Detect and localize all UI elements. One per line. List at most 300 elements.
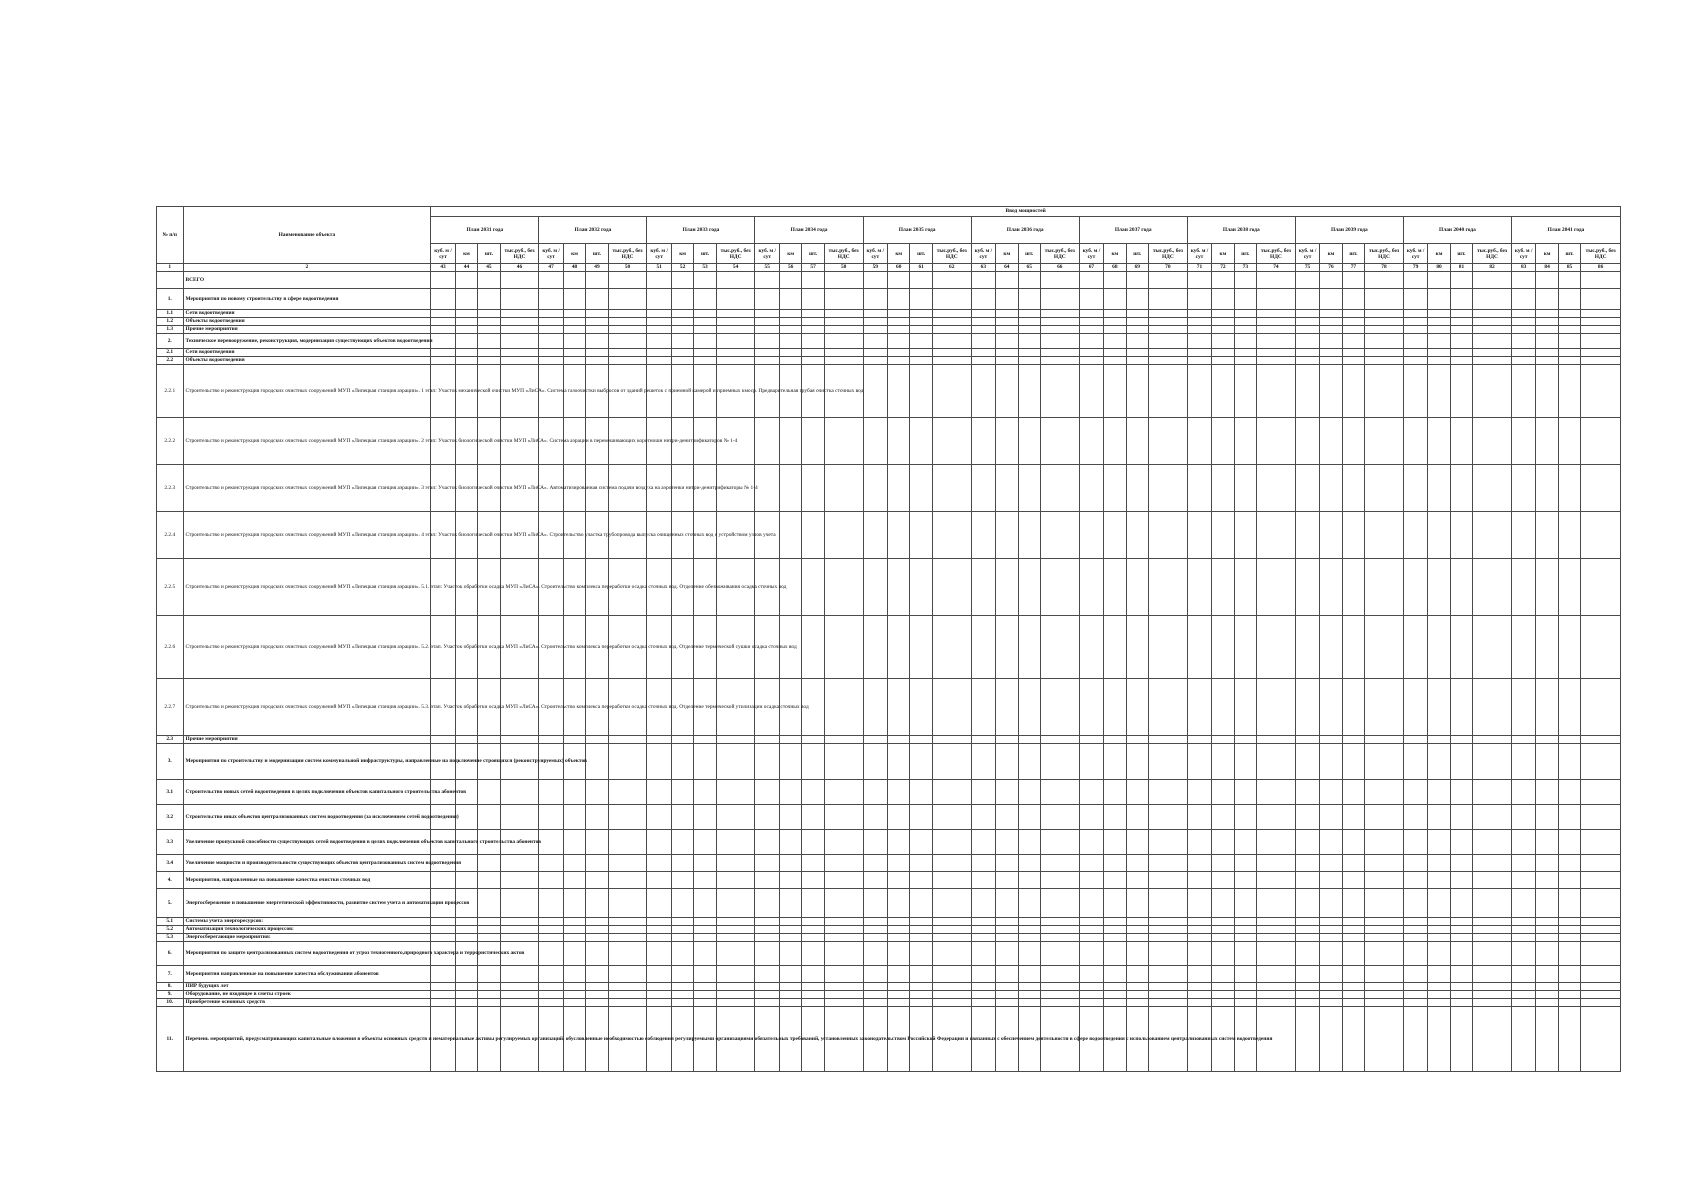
row-name: Мероприятия, направленные на повышение качества очистки сточных вод (183, 872, 431, 889)
value-cell (1040, 942, 1079, 966)
value-cell (1473, 1007, 1512, 1072)
value-cell (824, 272, 863, 289)
value-cell (1581, 679, 1621, 736)
value-cell (1079, 679, 1103, 736)
value-cell (671, 326, 693, 334)
value-cell (1320, 999, 1342, 1007)
value-cell (1187, 889, 1211, 918)
value-cell (563, 289, 585, 310)
value-cell (539, 805, 563, 830)
value-cell (824, 736, 863, 744)
value-cell (1558, 983, 1580, 991)
value-cell (455, 966, 477, 983)
table-row (157, 326, 1621, 334)
value-cell (1079, 357, 1103, 365)
value-cell (563, 326, 585, 334)
value-cell (563, 934, 585, 942)
table-row (157, 999, 1621, 1007)
value-cell (971, 334, 995, 349)
column-index: 68 (1104, 264, 1126, 272)
header-year-7: План 2037 года (1079, 217, 1187, 244)
row-number: 5.2 (157, 926, 184, 934)
value-cell (1104, 744, 1126, 780)
value-cell (1295, 855, 1319, 872)
value-cell (431, 357, 455, 365)
value-cell (586, 744, 608, 780)
value-cell (863, 310, 887, 318)
value-cell (1403, 736, 1427, 744)
value-cell (1295, 918, 1319, 926)
value-cell (1079, 872, 1103, 889)
row-name: Энергосберегающие мероприятия: (183, 934, 431, 942)
value-cell (802, 318, 824, 326)
value-cell (1558, 289, 1580, 310)
value-cell (1428, 512, 1450, 559)
value-cell (1365, 889, 1404, 918)
value-cell (1234, 310, 1256, 318)
value-cell (1536, 326, 1558, 334)
value-cell (1234, 991, 1256, 999)
value-cell (671, 934, 693, 942)
value-cell (586, 966, 608, 983)
value-cell (996, 872, 1018, 889)
value-cell (779, 272, 801, 289)
value-cell (755, 926, 779, 934)
value-cell (1403, 942, 1427, 966)
value-cell (971, 872, 995, 889)
value-cell (1148, 616, 1187, 679)
value-cell (1428, 559, 1450, 616)
value-cell (1234, 318, 1256, 326)
row-name: Строительство и реконструкция городских очистных сооружений МУП «Липецкая станция аэрации». 4 этап: Участок биологической очистки МУП «ЛиСА». Строительство участка трубопровода выпуска очищенных сточных вод с устройством узлов учета (183, 512, 431, 559)
value-cell (1450, 991, 1472, 999)
value-cell (932, 744, 971, 780)
value-cell (996, 830, 1018, 855)
value-cell (1079, 830, 1103, 855)
value-cell (431, 983, 455, 991)
row-number: 7. (157, 966, 184, 983)
value-cell (824, 465, 863, 512)
value-cell (586, 855, 608, 872)
value-cell (1212, 855, 1234, 872)
value-cell (755, 318, 779, 326)
value-cell (716, 889, 755, 918)
value-cell (1511, 272, 1535, 289)
value-cell (932, 855, 971, 872)
value-cell (1234, 805, 1256, 830)
table-row (157, 926, 1621, 934)
value-cell (586, 926, 608, 934)
column-index: 64 (996, 264, 1018, 272)
value-cell (1403, 918, 1427, 926)
value-cell (824, 318, 863, 326)
value-cell (1187, 334, 1211, 349)
value-cell (1450, 289, 1472, 310)
value-cell (888, 289, 910, 310)
value-cell (1257, 272, 1296, 289)
row-name: Мероприятия по строительству и модернизации систем коммунальной инфраструктуры, направленные на подключение строящихся (реконструируемых) объектов (183, 744, 431, 780)
value-cell (932, 465, 971, 512)
header-year-1: План 2031 года (431, 217, 539, 244)
value-cell (1040, 334, 1079, 349)
value-cell (1257, 889, 1296, 918)
value-cell (586, 805, 608, 830)
value-cell (586, 934, 608, 942)
table-row (157, 349, 1621, 357)
value-cell (824, 512, 863, 559)
value-cell (1473, 872, 1512, 889)
value-cell (1558, 872, 1580, 889)
value-cell (1403, 966, 1427, 983)
header-row-index (157, 264, 1621, 272)
value-cell (1079, 736, 1103, 744)
value-cell (802, 357, 824, 365)
header-year-5: План 2035 года (863, 217, 971, 244)
value-cell (1558, 736, 1580, 744)
value-cell (1040, 318, 1079, 326)
value-cell (1187, 736, 1211, 744)
value-cell (608, 349, 647, 357)
value-cell (863, 942, 887, 966)
header-unit: шт. (910, 244, 932, 264)
value-cell (1040, 418, 1079, 465)
value-cell (1428, 966, 1450, 983)
value-cell (1342, 934, 1364, 942)
value-cell (539, 830, 563, 855)
value-cell (755, 272, 779, 289)
value-cell (1187, 991, 1211, 999)
value-cell (1295, 744, 1319, 780)
header-unit: куб. м / сут (539, 244, 563, 264)
value-cell (910, 736, 932, 744)
value-cell (1234, 616, 1256, 679)
header-unit: шт. (586, 244, 608, 264)
value-cell (824, 872, 863, 889)
value-cell (779, 889, 801, 918)
value-cell (932, 365, 971, 418)
value-cell (1365, 736, 1404, 744)
value-cell (1040, 744, 1079, 780)
value-cell (824, 780, 863, 805)
value-cell (500, 926, 539, 934)
value-cell (1342, 889, 1364, 918)
value-cell (1187, 272, 1211, 289)
value-cell (1079, 365, 1103, 418)
value-cell (1558, 559, 1580, 616)
value-cell (755, 780, 779, 805)
value-cell (608, 357, 647, 365)
header-unit: куб. м / сут (1511, 244, 1535, 264)
value-cell (671, 983, 693, 991)
value-cell (1187, 418, 1211, 465)
value-cell (802, 512, 824, 559)
value-cell (1079, 744, 1103, 780)
value-cell (779, 744, 801, 780)
header-unit: куб. м / сут (1295, 244, 1319, 264)
value-cell (1234, 465, 1256, 512)
column-index: 69 (1126, 264, 1148, 272)
value-cell (1040, 999, 1079, 1007)
table-row (157, 334, 1621, 349)
value-cell (971, 966, 995, 983)
value-cell (996, 465, 1018, 512)
value-cell (1428, 918, 1450, 926)
value-cell (932, 272, 971, 289)
value-cell (1342, 616, 1364, 679)
value-cell (1403, 872, 1427, 889)
value-cell (1040, 966, 1079, 983)
value-cell (608, 334, 647, 349)
value-cell (802, 334, 824, 349)
value-cell (1536, 310, 1558, 318)
value-cell (671, 942, 693, 966)
value-cell (500, 991, 539, 999)
value-cell (888, 357, 910, 365)
value-cell (563, 736, 585, 744)
value-cell (478, 918, 500, 926)
value-cell (455, 983, 477, 991)
value-cell (1473, 357, 1512, 365)
column-index: 72 (1212, 264, 1234, 272)
value-cell (539, 942, 563, 966)
value-cell (500, 736, 539, 744)
value-cell (755, 326, 779, 334)
value-cell (1365, 983, 1404, 991)
value-cell (1365, 855, 1404, 872)
header-unit: км (1320, 244, 1342, 264)
value-cell (500, 872, 539, 889)
value-cell (802, 289, 824, 310)
value-cell (1536, 780, 1558, 805)
value-cell (671, 872, 693, 889)
value-cell (1428, 272, 1450, 289)
row-number: 2.2.1 (157, 365, 184, 418)
value-cell (1148, 357, 1187, 365)
value-cell (1104, 365, 1126, 418)
value-cell (1148, 830, 1187, 855)
value-cell (1126, 889, 1148, 918)
value-cell (647, 966, 671, 983)
value-cell (1234, 334, 1256, 349)
value-cell (1257, 934, 1296, 942)
value-cell (1581, 999, 1621, 1007)
value-cell (586, 991, 608, 999)
value-cell (1126, 357, 1148, 365)
value-cell (1104, 310, 1126, 318)
value-cell (1148, 744, 1187, 780)
value-cell (1212, 289, 1234, 310)
column-index: 53 (694, 264, 716, 272)
value-cell (802, 805, 824, 830)
value-cell (1104, 289, 1126, 310)
value-cell (824, 889, 863, 918)
value-cell (1234, 679, 1256, 736)
value-cell (716, 744, 755, 780)
column-index: 60 (888, 264, 910, 272)
table-row (157, 934, 1621, 942)
value-cell (863, 736, 887, 744)
value-cell (1212, 310, 1234, 318)
value-cell (971, 679, 995, 736)
value-cell (932, 918, 971, 926)
value-cell (863, 289, 887, 310)
value-cell (1511, 465, 1535, 512)
value-cell (1342, 365, 1364, 418)
value-cell (1403, 1007, 1427, 1072)
value-cell (1581, 991, 1621, 999)
value-cell (910, 326, 932, 334)
value-cell (910, 744, 932, 780)
header-unit: шт. (1450, 244, 1472, 264)
value-cell (1403, 310, 1427, 318)
value-cell (608, 830, 647, 855)
row-name: Строительство и реконструкция городских очистных сооружений МУП «Липецкая станция аэрации». 5.1. этап: Участок обработки осадка МУП «ЛиСА». Строительство комплекса переработки осадка сточных вод. Отделение обезвоживания осадка сточных вод (183, 559, 431, 616)
value-cell (1365, 934, 1404, 942)
table-row (157, 918, 1621, 926)
value-cell (910, 679, 932, 736)
value-cell (888, 926, 910, 934)
value-cell (1257, 357, 1296, 365)
value-cell (1018, 830, 1040, 855)
value-cell (996, 889, 1018, 918)
value-cell (1511, 805, 1535, 830)
value-cell (1536, 272, 1558, 289)
row-name: Автоматизация технологических процессов: (183, 926, 431, 934)
value-cell (478, 326, 500, 334)
row-number (157, 272, 184, 289)
value-cell (1148, 855, 1187, 872)
value-cell (1040, 326, 1079, 334)
column-index: 47 (539, 264, 563, 272)
value-cell (1126, 855, 1148, 872)
value-cell (500, 999, 539, 1007)
table-row (157, 679, 1621, 736)
row-number: 9. (157, 991, 184, 999)
header-unit: шт. (1018, 244, 1040, 264)
value-cell (694, 744, 716, 780)
value-cell (888, 983, 910, 991)
value-cell (1342, 326, 1364, 334)
row-name: Энергосбережение и повышение энергетической эффективности, развитие систем учета и автоматизации процессов (183, 889, 431, 918)
value-cell (1581, 418, 1621, 465)
header-unit: км (1212, 244, 1234, 264)
value-cell (802, 872, 824, 889)
value-cell (1450, 318, 1472, 326)
value-cell (539, 999, 563, 1007)
value-cell (910, 272, 932, 289)
column-index: 85 (1558, 264, 1580, 272)
value-cell (996, 616, 1018, 679)
value-cell (1126, 365, 1148, 418)
value-cell (1558, 889, 1580, 918)
value-cell (1536, 855, 1558, 872)
row-name: Мероприятия по защите централизованных систем водоотведения от угроз техногенного,природного характера и террористических актов (183, 942, 431, 966)
value-cell (1536, 512, 1558, 559)
value-cell (1320, 465, 1342, 512)
value-cell (996, 805, 1018, 830)
value-cell (1320, 983, 1342, 991)
value-cell (779, 966, 801, 983)
value-cell (802, 855, 824, 872)
value-cell (694, 334, 716, 349)
value-cell (1148, 966, 1187, 983)
value-cell (1234, 966, 1256, 983)
value-cell (608, 805, 647, 830)
value-cell (1450, 780, 1472, 805)
value-cell (1428, 1007, 1450, 1072)
value-cell (431, 872, 455, 889)
value-cell (478, 318, 500, 326)
value-cell (1295, 983, 1319, 991)
row-name: Прочие мероприятия (183, 326, 431, 334)
value-cell (888, 736, 910, 744)
value-cell (1295, 830, 1319, 855)
row-number: 11. (157, 1007, 184, 1072)
value-cell (1126, 559, 1148, 616)
value-cell (500, 780, 539, 805)
header-unit: куб. м / сут (1187, 244, 1211, 264)
value-cell (1040, 983, 1079, 991)
value-cell (647, 805, 671, 830)
value-cell (1450, 830, 1472, 855)
value-cell (1040, 272, 1079, 289)
value-cell (1558, 679, 1580, 736)
value-cell (1558, 465, 1580, 512)
column-index: 55 (755, 264, 779, 272)
value-cell (1342, 744, 1364, 780)
value-cell (1257, 616, 1296, 679)
column-index: 79 (1403, 264, 1427, 272)
column-index: 86 (1581, 264, 1621, 272)
value-cell (647, 918, 671, 926)
header-unit: шт. (1342, 244, 1364, 264)
row-name: Строительство и реконструкция городских очистных сооружений МУП «Липецкая станция аэрации». 1 этап: Участок механической очистки МУП «ЛиСА». Система газоочистки выбросов от зданий решеток с приемной камерой и приемных кмоср. Предварительная грубая очистка сточных вод (183, 365, 431, 418)
value-cell (888, 326, 910, 334)
value-cell (1234, 855, 1256, 872)
value-cell (1581, 983, 1621, 991)
value-cell (716, 736, 755, 744)
value-cell (1104, 318, 1126, 326)
value-cell (563, 272, 585, 289)
value-cell (586, 889, 608, 918)
value-cell (1079, 805, 1103, 830)
value-cell (500, 918, 539, 926)
value-cell (1403, 512, 1427, 559)
value-cell (1257, 559, 1296, 616)
value-cell (1079, 512, 1103, 559)
header-unit: км (1104, 244, 1126, 264)
row-name: Техническое перевооружение, реконструкция, модернизация существующих объектов водоотведения (183, 334, 431, 349)
column-index: 46 (500, 264, 539, 272)
value-cell (563, 334, 585, 349)
value-cell (716, 966, 755, 983)
value-cell (932, 357, 971, 365)
value-cell (824, 744, 863, 780)
value-cell (1148, 465, 1187, 512)
value-cell (1511, 736, 1535, 744)
value-cell (1187, 918, 1211, 926)
value-cell (888, 934, 910, 942)
value-cell (1473, 512, 1512, 559)
value-cell (824, 334, 863, 349)
value-cell (1511, 1007, 1535, 1072)
value-cell (1257, 744, 1296, 780)
value-cell (694, 289, 716, 310)
value-cell (1511, 559, 1535, 616)
value-cell (1148, 872, 1187, 889)
value-cell (1148, 934, 1187, 942)
value-cell (586, 983, 608, 991)
